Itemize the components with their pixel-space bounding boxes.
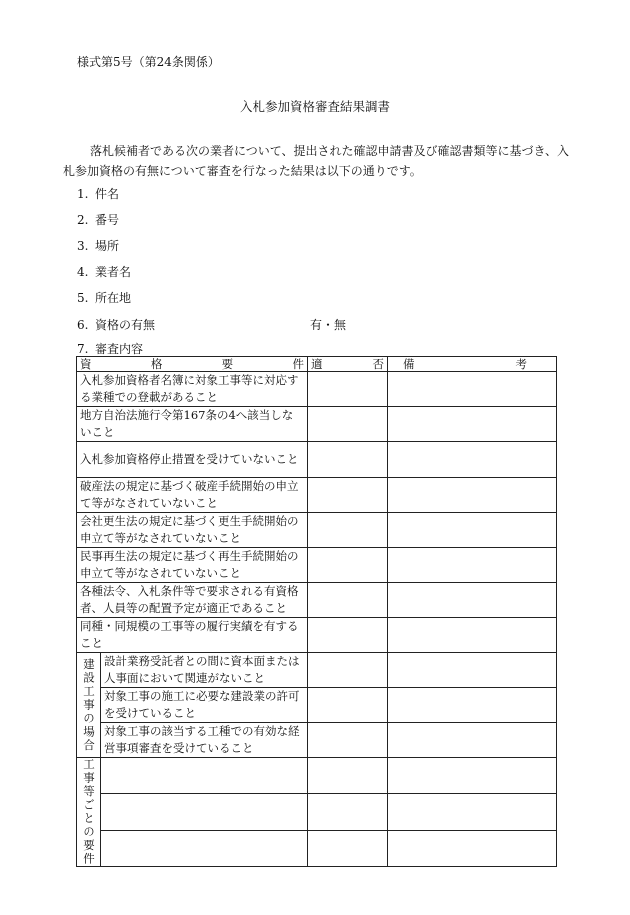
- table-row: [77, 688, 557, 723]
- table-row: [77, 478, 557, 513]
- review-table: [76, 356, 557, 867]
- requirement-cell: 入札参加資格者名簿に対象工事等に対応する業種での登載があること: [77, 372, 308, 407]
- notes-cell[interactable]: [388, 407, 557, 442]
- notes-cell[interactable]: [388, 372, 557, 407]
- work-group-label: 工事等ごとの要件: [77, 758, 101, 867]
- table-row: [77, 372, 557, 407]
- table-row: [77, 513, 557, 548]
- notes-cell[interactable]: [388, 442, 557, 478]
- header-requirement: 資格要件: [77, 357, 308, 372]
- requirement-cell: 入札参加資格停止措置を受けていないこと: [77, 442, 308, 478]
- conformity-cell[interactable]: [308, 513, 388, 548]
- conformity-cell[interactable]: [308, 618, 388, 653]
- conformity-cell[interactable]: [308, 442, 388, 478]
- table-row: [77, 407, 557, 442]
- table-row: [77, 723, 557, 758]
- requirement-cell: 地方自治法施行令第167条の4へ該当しないこと: [77, 407, 308, 442]
- notes-cell[interactable]: [388, 618, 557, 653]
- notes-cell[interactable]: [388, 688, 557, 723]
- item-location: 3. 場所: [77, 239, 120, 253]
- notes-cell[interactable]: [388, 758, 557, 794]
- conformity-cell[interactable]: [308, 830, 388, 866]
- notes-cell[interactable]: [388, 794, 557, 830]
- requirement-cell: 対象工事の施工に必要な建設業の許可を受けていること: [101, 688, 308, 723]
- notes-cell[interactable]: [388, 830, 557, 866]
- table-row: [77, 618, 557, 653]
- item-address: 5. 所在地: [77, 291, 132, 305]
- requirement-cell: 破産法の規定に基づく破産手続開始の申立て等がなされていないこと: [77, 478, 308, 513]
- table-row: [77, 548, 557, 583]
- item-label: 番号: [95, 213, 120, 227]
- item-label: 審査内容: [95, 342, 144, 356]
- item-subject: 1. 件名: [77, 187, 120, 201]
- notes-cell[interactable]: [388, 478, 557, 513]
- conformity-cell[interactable]: [308, 583, 388, 618]
- conformity-cell[interactable]: [308, 548, 388, 583]
- item-label: 場所: [95, 239, 120, 253]
- requirement-cell: 民事再生法の規定に基づく再生手続開始の申立て等がなされていないこと: [77, 548, 308, 583]
- notes-cell[interactable]: [388, 513, 557, 548]
- table-row: [77, 583, 557, 618]
- conformity-cell[interactable]: [308, 372, 388, 407]
- item-label: 業者名: [95, 265, 132, 279]
- table-row: [77, 758, 557, 794]
- item-number: 2. 番号: [77, 213, 120, 227]
- conformity-cell[interactable]: [308, 688, 388, 723]
- requirement-cell[interactable]: [101, 758, 308, 794]
- requirement-cell: 各種法令、入札条件等で要求される有資格者、人員等の配置予定が適正であること: [77, 583, 308, 618]
- table-row: [77, 794, 557, 830]
- requirement-cell: 同種・同規模の工事等の履行実績を有すること: [77, 618, 308, 653]
- header-conformity: 適否: [308, 357, 388, 372]
- notes-cell[interactable]: [388, 723, 557, 758]
- conformity-cell[interactable]: [308, 723, 388, 758]
- requirement-cell[interactable]: [101, 794, 308, 830]
- header-notes: 備 考: [388, 357, 557, 372]
- intro-paragraph: 落札候補者である次の業者について、提出された確認申請書及び確認書類等に基づき、入札参加資格の有無について審査を行なった結果は以下の通りです。: [63, 144, 570, 178]
- notes-cell[interactable]: [388, 583, 557, 618]
- form-number: 様式第5号（第24条関係）: [77, 55, 220, 69]
- requirement-cell: 会社更生法の規定に基づく更生手続開始の申立て等がなされていないこと: [77, 513, 308, 548]
- item-review-content: 7. 審査内容: [77, 342, 144, 356]
- qualification-value: 有・無: [310, 318, 347, 332]
- document-title: 入札参加資格審査結果調書: [239, 99, 390, 114]
- table-header-row: [77, 357, 557, 372]
- notes-cell[interactable]: [388, 548, 557, 583]
- notes-cell[interactable]: [388, 653, 557, 688]
- requirement-cell: 対象工事の該当する工種での有効な経営事項審査を受けていること: [101, 723, 308, 758]
- item-company-name: 4. 業者名: [77, 265, 132, 279]
- item-label: 所在地: [95, 291, 132, 305]
- conformity-cell[interactable]: [308, 478, 388, 513]
- conformity-cell[interactable]: [308, 758, 388, 794]
- item-label: 件名: [95, 187, 120, 201]
- table-row: [77, 653, 557, 688]
- conformity-cell[interactable]: [308, 794, 388, 830]
- requirement-cell[interactable]: [101, 830, 308, 866]
- table-row: [77, 442, 557, 478]
- item-label: 資格の有無: [95, 318, 156, 332]
- conformity-cell[interactable]: [308, 407, 388, 442]
- conformity-cell[interactable]: [308, 653, 388, 688]
- item-qualification: 6. 資格の有無: [77, 318, 156, 332]
- construction-group-label: 建設工事の場合: [77, 653, 101, 758]
- requirement-cell: 設計業務受託者との間に資本面または人事面において関連がないこと: [101, 653, 308, 688]
- table-row: [77, 830, 557, 866]
